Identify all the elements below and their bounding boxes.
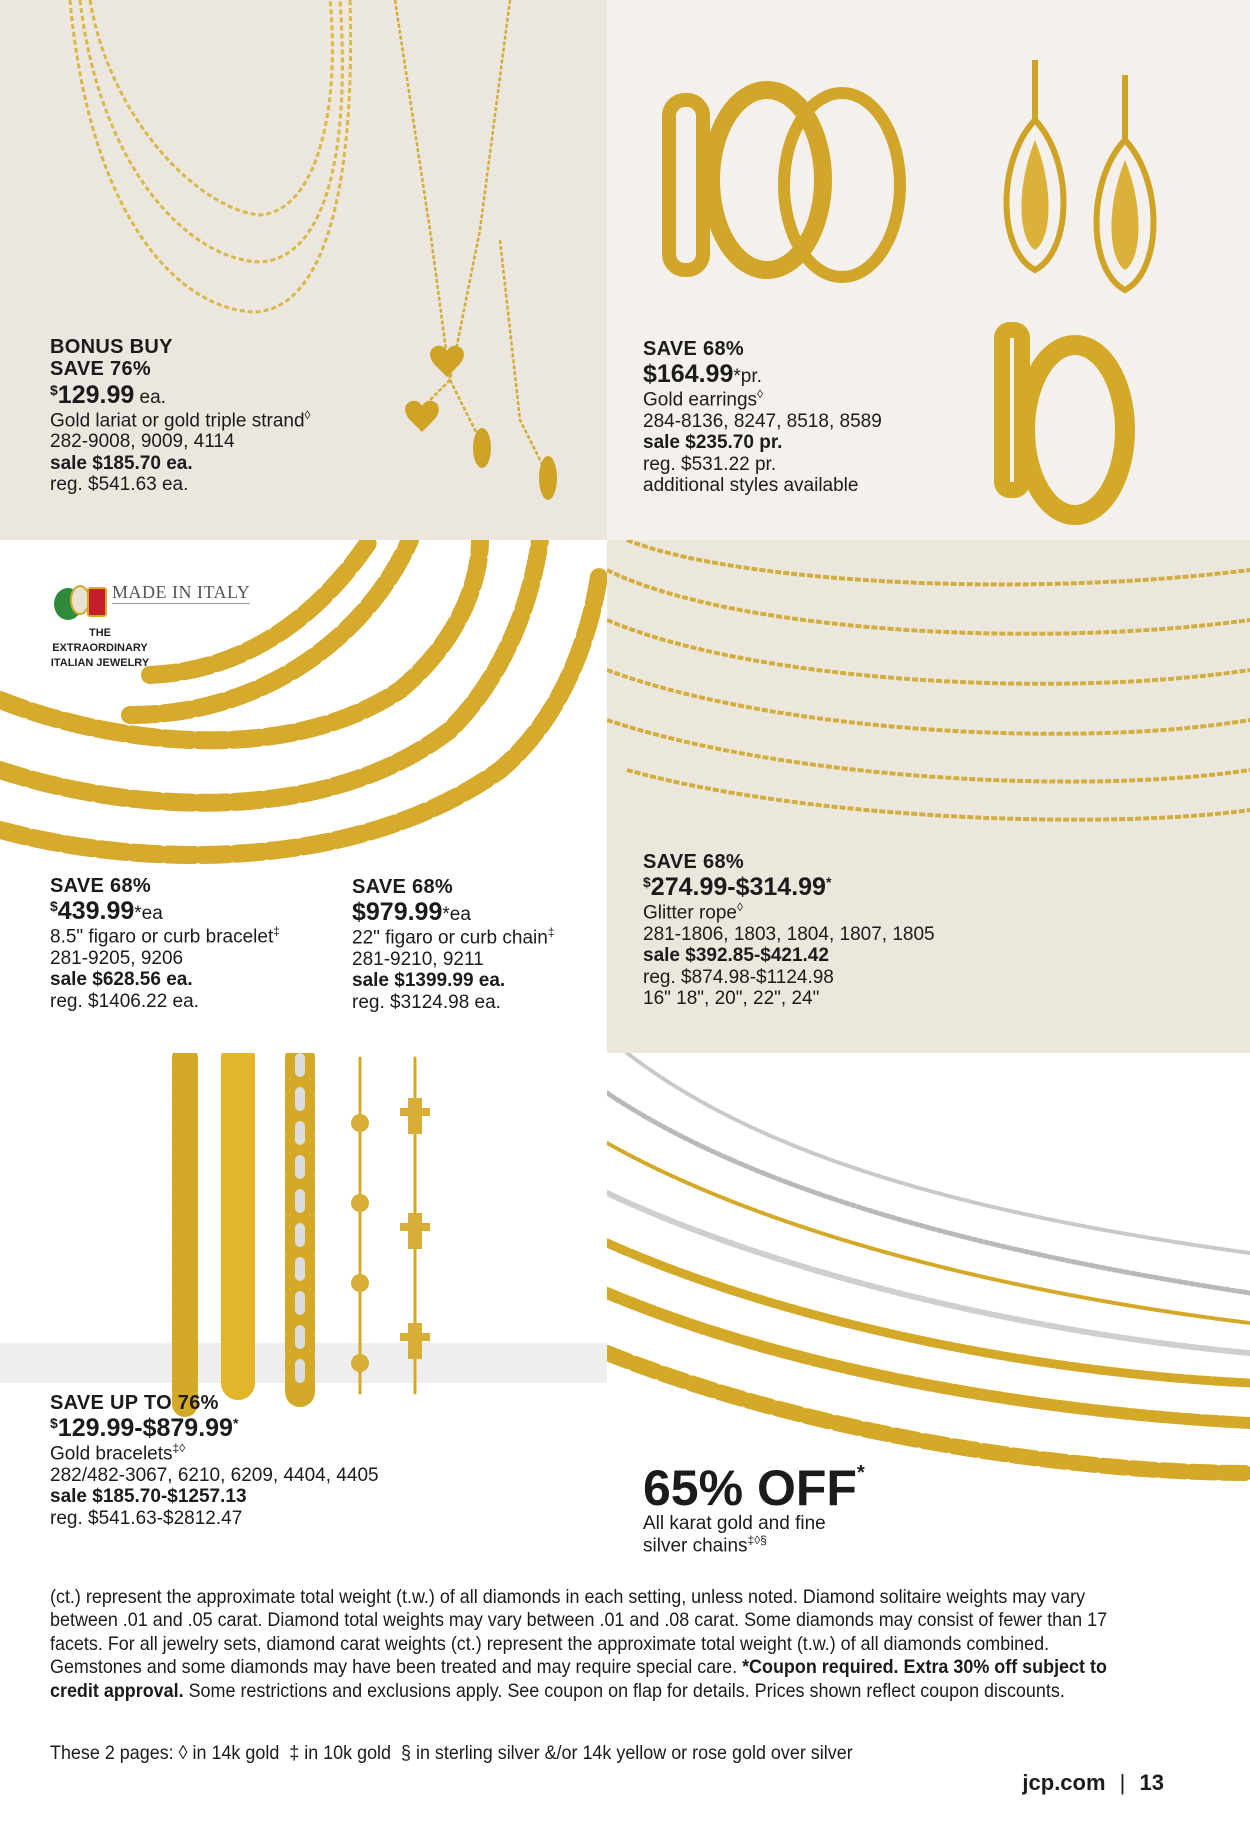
offer-name: 22" figaro or curb chain‡ bbox=[352, 925, 555, 949]
offer-reg: reg. $541.63 ea. bbox=[50, 473, 189, 495]
promo-block bbox=[643, 1449, 865, 1557]
material-legend bbox=[50, 1742, 853, 1765]
offer-glitter-rope bbox=[643, 851, 935, 1009]
made-in-italy-title: MADE IN ITALY bbox=[112, 582, 251, 602]
panel-glitter-rope bbox=[607, 540, 1250, 1053]
disclaimer-text: (ct.) represent the approximate total weight (t.w.) of all diamonds in each setting, unless noted. Diamond solitaire weights may vary between .01 and .05 carat. Diamond total weights may vary between .01 and .08 carat. Some diamonds may consist of fewer than 17 facets. For all jewelry sets, diamond carat weights (ct.) represent the approximate total weight (t.w.) of all diamonds combined. Gemstones and some diamonds may have been treated and may require special care. bbox=[50, 1586, 1108, 1679]
offer-sku: 281-1806, 1803, 1804, 1807, 1805 bbox=[643, 923, 935, 945]
legend-lead: These 2 pages: bbox=[50, 1742, 174, 1764]
offer-save: SAVE 68% bbox=[352, 876, 453, 898]
offer-tag: BONUS BUY bbox=[50, 336, 173, 358]
panel-earrings bbox=[607, 0, 1250, 540]
offer-price: $439.99*ea bbox=[50, 897, 163, 926]
disclaimer-tail: Some restrictions and exclusions apply. See coupon on flap for details. Prices shown reflect coupon discounts. bbox=[188, 1679, 1065, 1702]
offer-price: $164.99*pr. bbox=[643, 360, 762, 389]
offer-save: SAVE UP TO 76% bbox=[50, 1392, 219, 1414]
offer-name: Glitter rope◊ bbox=[643, 900, 743, 924]
offer-sale: sale $185.70-$1257.13 bbox=[50, 1486, 247, 1508]
italian-flag-gems-icon bbox=[50, 580, 110, 624]
offer-price: $274.99-$314.99* bbox=[643, 873, 832, 902]
offer-save: SAVE 68% bbox=[643, 338, 744, 360]
offer-sku: 281-9205, 9206 bbox=[50, 947, 184, 969]
offer-save: SAVE 76% bbox=[50, 358, 151, 381]
panel-figaro-curb bbox=[0, 540, 607, 1053]
offer-name: Gold earrings◊ bbox=[643, 387, 763, 411]
offer-reg: reg. $874.98-$1124.98 bbox=[643, 966, 834, 988]
panel-gold-bracelets bbox=[0, 1053, 607, 1570]
offer-reg: reg. $3124.98 ea. bbox=[352, 991, 501, 1013]
offer-extra: 16" 18", 20", 22", 24" bbox=[643, 987, 820, 1009]
panel-lariat bbox=[0, 0, 607, 540]
offer-sku: 281-9210, 9211 bbox=[352, 948, 484, 970]
page-footer bbox=[1022, 1770, 1164, 1796]
offer-sale: sale $628.56 ea. bbox=[50, 969, 193, 991]
offer-sale: sale $1399.99 ea. bbox=[352, 970, 506, 992]
offer-reg: reg. $1406.22 ea. bbox=[50, 990, 199, 1012]
page-number: 13 bbox=[1139, 1770, 1164, 1795]
promo-line1: All karat gold and fine bbox=[643, 1513, 826, 1534]
panel-chains-promo bbox=[607, 1053, 1250, 1570]
offer-sale: sale $235.70 pr. bbox=[643, 432, 783, 454]
offer-name: Gold lariat or gold triple strand◊ bbox=[50, 407, 311, 432]
legend-10k: ‡ in 10k gold bbox=[289, 1742, 392, 1764]
offer-save: SAVE 68% bbox=[50, 875, 151, 897]
offer-name: 8.5" figaro or curb bracelet‡ bbox=[50, 924, 280, 948]
legend-silver: § in sterling silver &/or 14k yellow or rose gold over silver bbox=[400, 1742, 853, 1764]
offer-reg: reg. $531.22 pr. bbox=[643, 453, 777, 475]
offer-lariat bbox=[50, 336, 310, 495]
offer-price: $129.99 ea. bbox=[50, 380, 166, 409]
offer-sku: 282-9008, 9009, 4114 bbox=[50, 431, 235, 453]
disclaimer-coupon: *Coupon required. Extra 30% off subject to credit approval. bbox=[50, 1656, 1107, 1702]
offer-extra: additional styles available bbox=[643, 474, 859, 496]
offer-sku: 284-8136, 8247, 8518, 8589 bbox=[643, 410, 882, 432]
offer-reg: reg. $541.63-$2812.47 bbox=[50, 1507, 243, 1529]
offer-price: $129.99-$879.99* bbox=[50, 1414, 239, 1443]
offer-sale: sale $185.70 ea. bbox=[50, 452, 193, 474]
offer-save: SAVE 68% bbox=[643, 851, 744, 873]
brand-subtitle: THE EXTRAORDINARY ITALIAN JEWELRY bbox=[50, 627, 150, 669]
offer-name: Gold bracelets‡◊ bbox=[50, 1441, 186, 1465]
promo-line2: silver chains‡◊§ bbox=[643, 1533, 767, 1557]
promo-headline: 65% OFF* bbox=[643, 1460, 865, 1516]
offer-sku: 282/482-3067, 6210, 6209, 4404, 4405 bbox=[50, 1464, 379, 1486]
disclaimer bbox=[50, 1586, 1117, 1703]
offer-chain-figaro bbox=[352, 876, 555, 1013]
offer-sale: sale $392.85-$421.42 bbox=[643, 945, 829, 967]
site-link[interactable]: jcp.com bbox=[1022, 1770, 1106, 1795]
offer-price: $979.99*ea bbox=[352, 898, 471, 927]
offer-earrings bbox=[643, 338, 882, 496]
offer-gold-bracelets bbox=[50, 1392, 379, 1529]
legend-14k: ◊ in 14k gold bbox=[178, 1742, 280, 1764]
footer-separator: | bbox=[1119, 1770, 1126, 1795]
offer-bracelet-figaro bbox=[50, 875, 280, 1012]
